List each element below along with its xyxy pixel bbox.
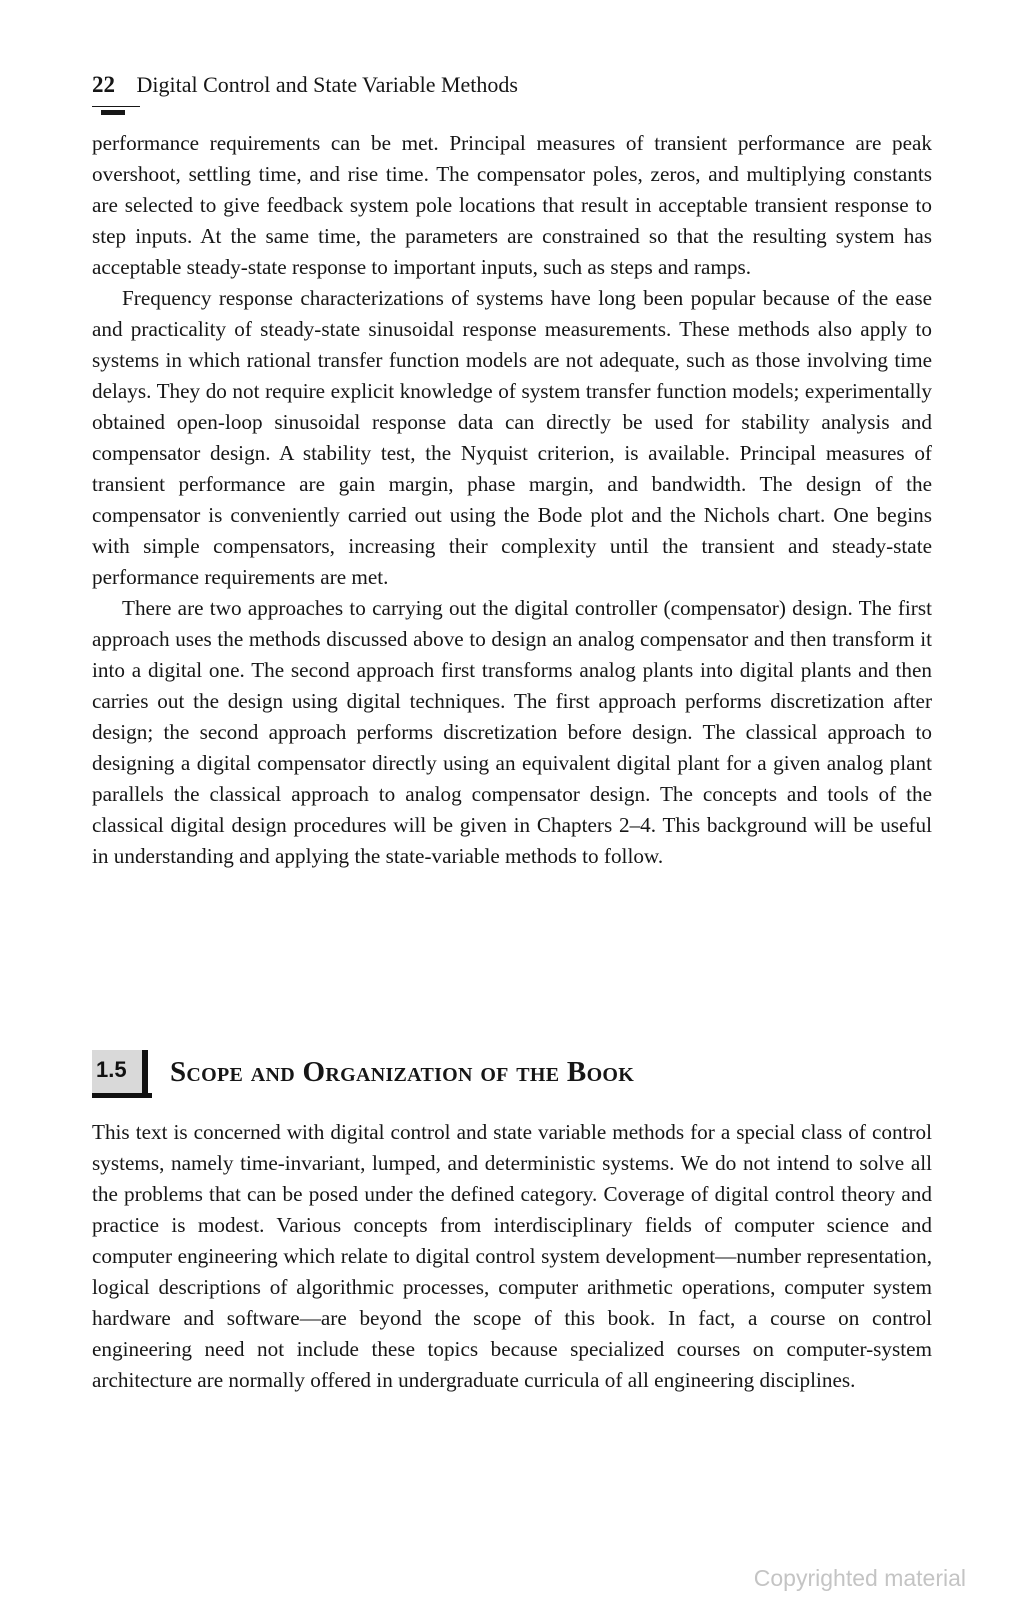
body-text-section (92, 1117, 932, 1396)
body-text-top (92, 128, 932, 872)
paragraph: This text is concerned with digital control and state variable methods for a special class of control systems, namely time-invariant, lumped, and deterministic systems. We do not intend to solve all the problems that can be posed under the defined category. Coverage of digital control theory and practice is modest. Various concepts from interdisciplinary fields of computer science and computer engineering which relate to digital control system development—number representation, logical descriptions of algorithmic processes, computer arithmetic operations, computer system hardware and software—are beyond the scope of this book. In fact, a course on control engineering need not include these topics because specialized courses on computer-system architecture are normally offered in undergraduate curricula of all engineering disciplines. (92, 1120, 932, 1392)
running-head (92, 68, 518, 102)
page-number: 22 (92, 72, 115, 97)
page-number-rule (92, 106, 140, 107)
copyright-watermark: Copyrighted material (753, 1565, 966, 1591)
page-number-bar (101, 110, 125, 115)
paragraph: Frequency response characterizations of systems have long been popular because of the ease and practicality of steady-state sinusoidal response measurements. These methods also apply to systems in which rational transfer function models are not adequate, such as those involving time delays. They do not require explicit knowledge of system transfer function models; experimentally obtained open-loop sinusoidal response data can directly be used for stability analysis and compensator design. A stability test, the Nyquist criterion, is available. Principal measures of transient performance are gain margin, phase margin, and bandwidth. The design of the compensator is conveniently carried out using the Bode plot and the Nichols chart. One begins with simple compensators, increasing their complexity until the transient and steady-state performance requirements are met. (92, 286, 932, 589)
paragraph: performance requirements can be met. Principal measures of transient performance are peak overshoot, settling time, and rise time. The compensator poles, zeros, and multiplying constants are selected to give feedback system pole locations that result in acceptable transient response to step inputs. At the same time, the parameters are constrained so that the resulting system has acceptable steady-state response to important inputs, such as steps and ramps. (92, 131, 932, 279)
section-title: Scope and Organization of the Book (170, 1055, 635, 1088)
paragraph: There are two approaches to carrying out the digital controller (compensator) design. The first approach uses the methods discussed above to design an analog compensator and then transform it into a digital one. The second approach first transforms analog plants into digital plants and then carries out the design using digital techniques. The first approach performs discretization after design; the second approach performs discretization before design. The classical approach to designing a digital compensator directly using an equivalent digital plant for a given analog plant parallels the classical approach to analog compensator design. The concepts and tools of the classical digital design procedures will be given in Chapters 2–4. This background will be useful in understanding and applying the state-variable methods to follow. (92, 596, 932, 868)
running-head-title: Digital Control and State Variable Methods (136, 72, 518, 97)
section-heading (92, 1047, 634, 1097)
section-number-badge: 1.5 (92, 1050, 148, 1094)
